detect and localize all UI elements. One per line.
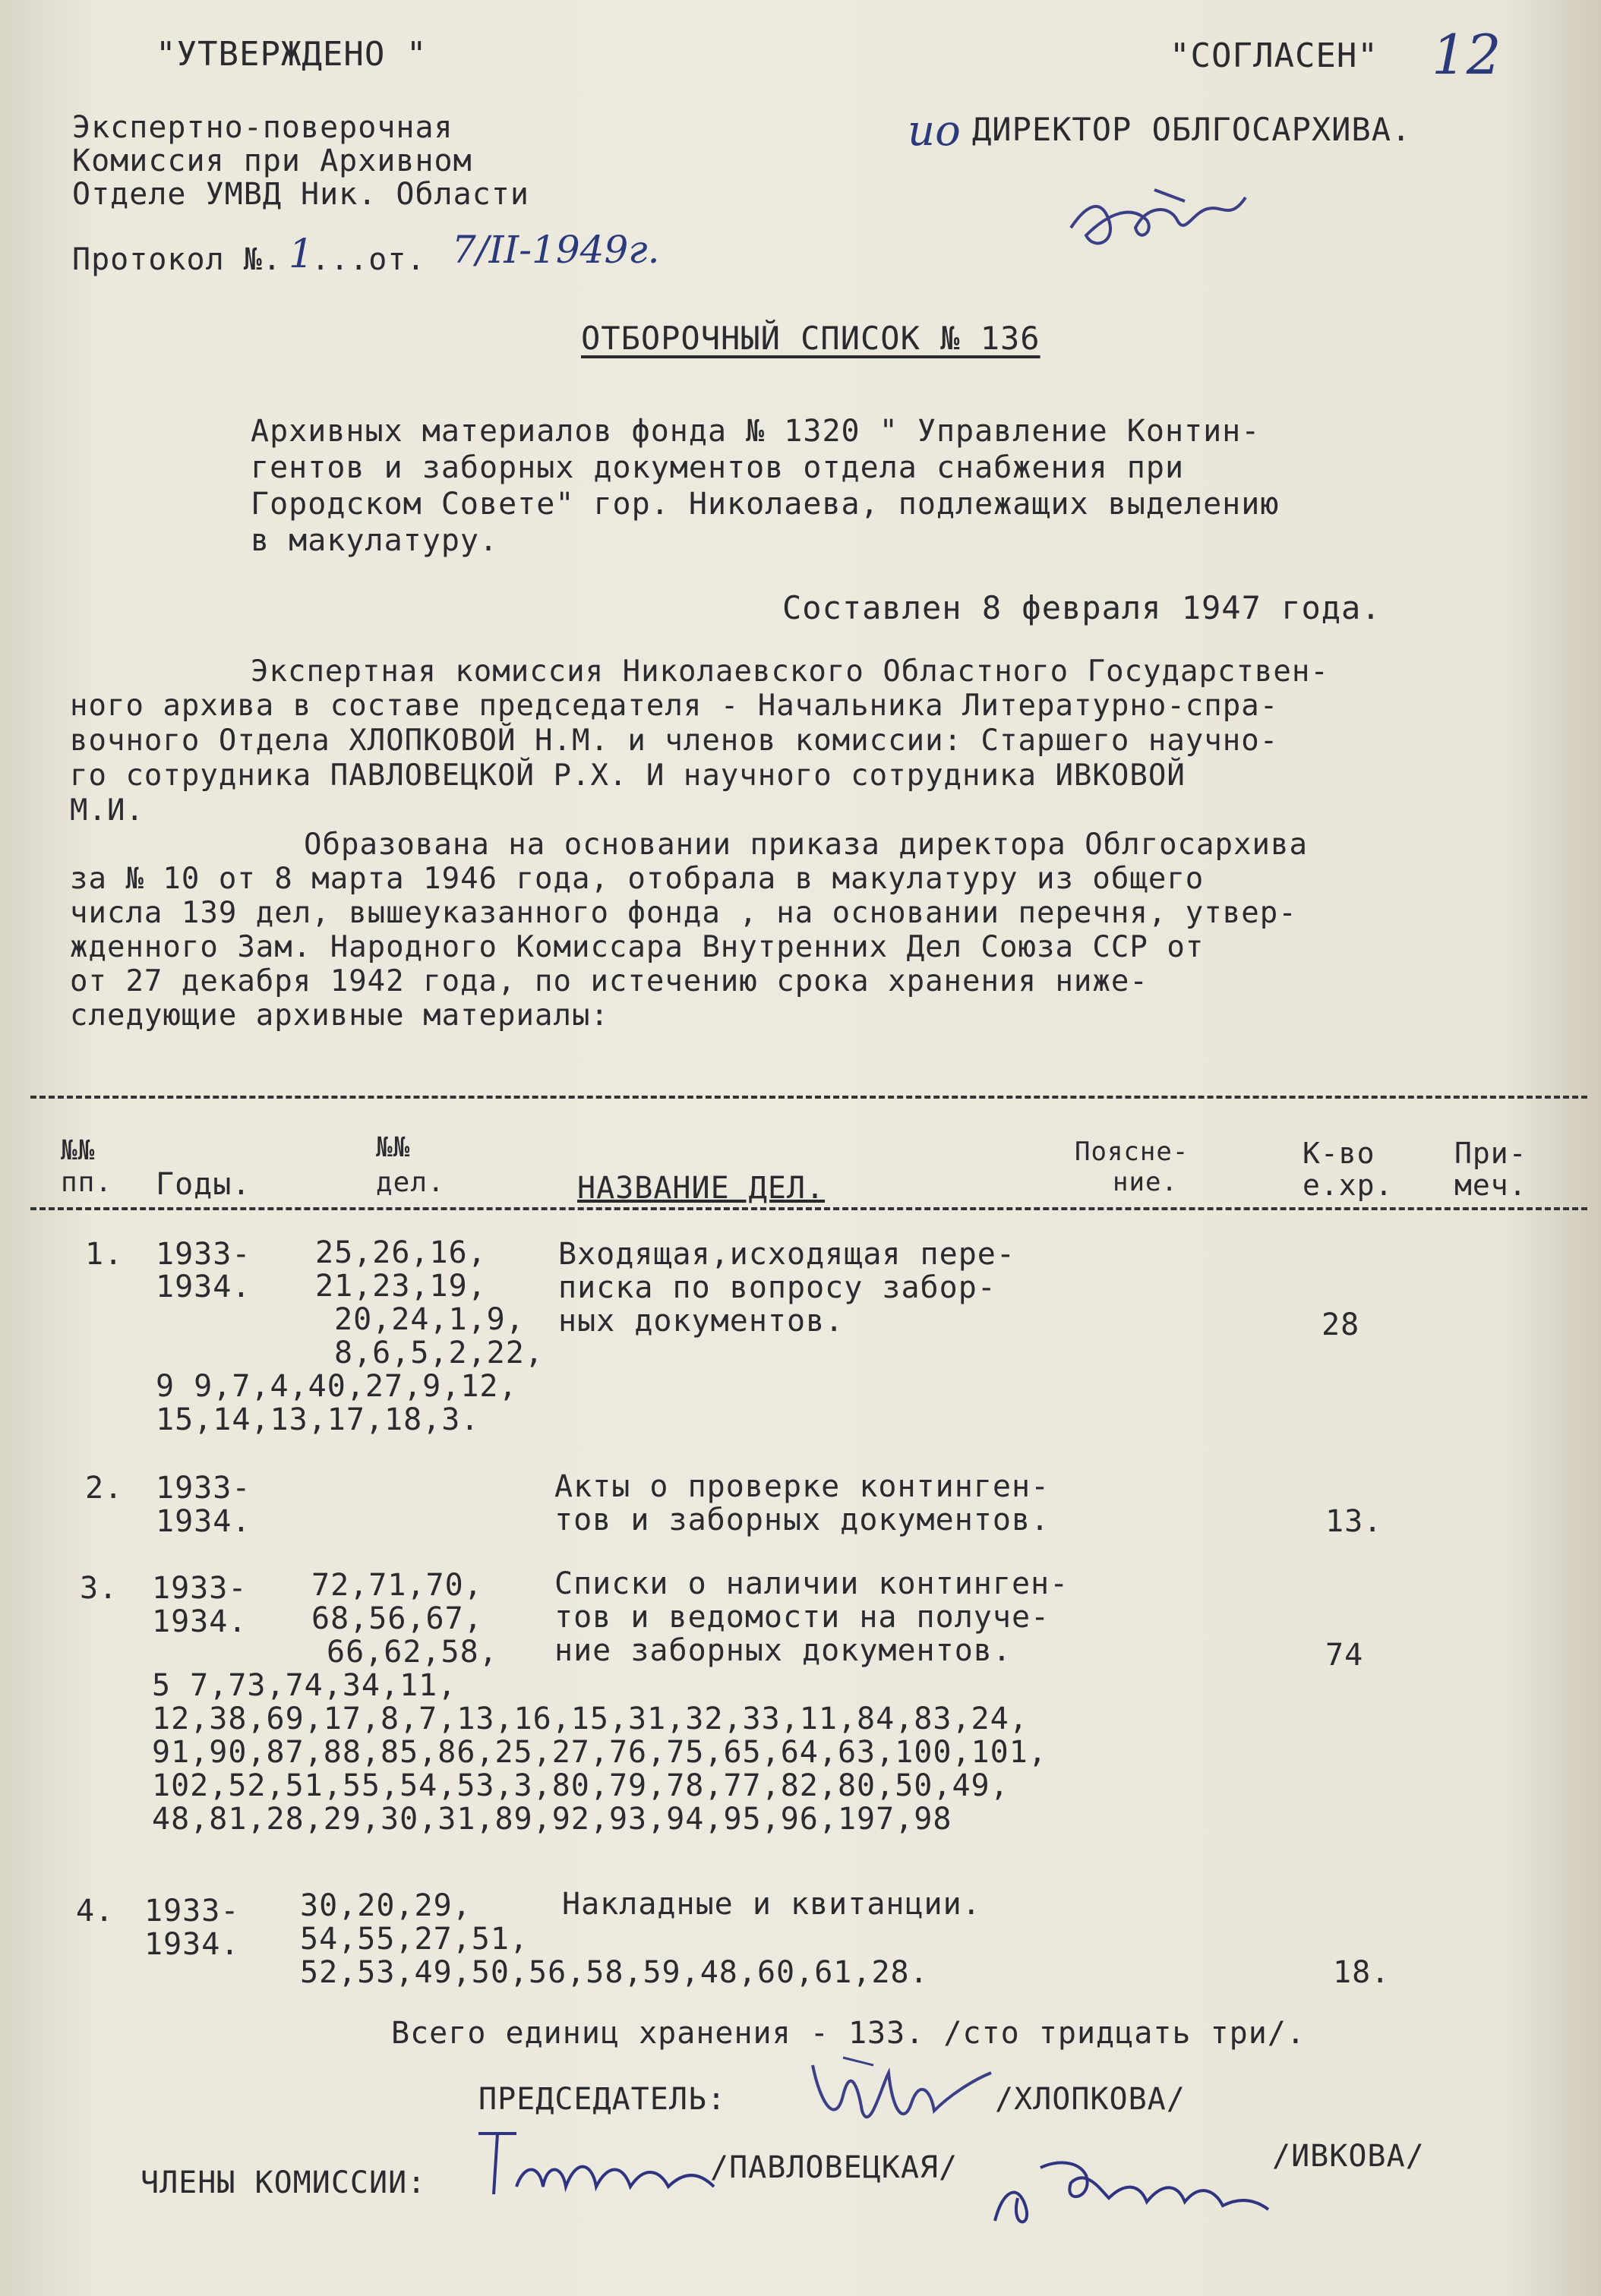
row4-cases-wide-1: 52,53,49,50,56,58,59,48,60,61,28. [300,1955,929,1990]
document-title: ОТБОРОЧНЫЙ СПИСОК № 136 [581,320,1040,357]
header-case-name: НАЗВАНИЕ ДЕЛ. [577,1171,826,1206]
row2-num: 2. [85,1471,124,1506]
row1-cases-2: 21,23,19, [315,1269,487,1304]
protocol-prefix: Протокол №. [72,242,282,277]
row3-cases-wide-2: 12,38,69,17,8,7,13,16,15,31,32,33,11,84,83,24, [152,1702,1028,1736]
header-explain-top: Поясне- [1075,1137,1189,1167]
row1-name-2: писка по вопросу забор- [558,1270,996,1305]
row3-cases-3: 66,62,58, [327,1635,498,1670]
para2-line-3: числа 139 дел, вышеуказанного фонда , на основании перечня, утвер- [70,896,1297,930]
row3-num: 3. [80,1571,118,1606]
row2-year-2: 1934. [156,1504,251,1539]
para2-line-6: следующие архивные материалы: [70,998,609,1033]
header-cases-bottom: дел. [376,1167,445,1198]
row2-qty: 13. [1325,1504,1383,1539]
row4-cases-2: 54,55,27,51, [300,1922,529,1957]
row1-cases-wide-1: 9 9,7,4,40,27,9,12, [156,1369,518,1404]
para1-line-4: го сотрудника ПАВЛОВЕЦКОЙ Р.Х. И научного сотрудника ИВКОВОЙ [70,758,1186,793]
member1-name: /ПАВЛОВЕЦКАЯ/ [710,2150,958,2185]
member2-name: /ИВКОВА/ [1272,2139,1425,2174]
row1-cases-3: 20,24,1,9, [334,1302,525,1337]
row4-cases-1: 30,20,29, [300,1888,472,1923]
row1-year-2: 1934. [156,1269,251,1304]
para1-line-2: ного архива в составе председателя - Начальника Литературно-спра- [70,689,1279,723]
header-explain-bottom: ние. [1113,1167,1178,1197]
para1-line-5: М.И. [70,793,144,828]
director-title: ДИРЕКТОР ОБЛГОСАРХИВА. [972,111,1412,148]
row3-name-3: ние заборных документов. [554,1633,1012,1668]
row1-cases-1: 25,26,16, [315,1235,487,1270]
row3-year-1: 1933- [152,1571,248,1606]
table-top-rule [30,1096,1587,1099]
row3-cases-wide-5: 48,81,28,29,30,31,89,92,93,94,95,96,197,98 [152,1802,952,1837]
para1-line-1: Экспертная комиссия Николаевского Областного Государствен- [251,654,1329,689]
agreed-stamp: "СОГЛАСЕН" [1170,36,1378,75]
para1-line-3: вочного Отдела ХЛОПКОВОЙ Н.М. и членов комиссии: Старшего научно- [70,724,1279,758]
header-years: Годы. [156,1167,251,1202]
member1-signature-icon [471,2118,722,2209]
row2-year-1: 1933- [156,1471,251,1506]
approved-stamp: "УТВЕРЖДЕНО " [156,35,428,74]
row3-name-1: Списки о наличии континген- [554,1566,1069,1601]
chairman-name: /ХЛОПКОВА/ [995,2082,1186,2117]
commission-line-2: Комиссия при Архивном [72,144,472,178]
protocol-date: 7/II-1949г. [452,228,660,272]
header-note-bottom: меч. [1454,1168,1527,1202]
row3-qty: 74 [1325,1638,1364,1673]
row1-name-3: ных документов. [558,1304,845,1339]
para2-line-1: Образована на основании приказа директора Облгосархива [304,828,1308,862]
protocol-mid: ...от. [311,242,426,277]
row3-cases-wide-4: 102,52,51,55,54,53,3,80,79,78,77,82,80,50,49, [152,1768,1009,1803]
row1-qty: 28 [1322,1307,1360,1342]
row3-cases-wide-3: 91,90,87,88,85,86,25,27,76,75,65,64,63,100,101, [152,1735,1047,1770]
row2-name-2: тов и заборных документов. [554,1503,1050,1538]
row3-cases-wide-1: 5 7,73,74,34,11, [152,1668,457,1703]
header-note-top: При- [1454,1137,1527,1170]
commission-line-3: Отделе УМВД Ник. Области [72,177,529,212]
intro-line-4: в макулатуру. [251,523,499,558]
row4-year-2: 1934. [144,1927,240,1962]
header-cases-top: №№ [376,1132,411,1163]
row1-num: 1. [85,1237,124,1272]
row3-cases-2: 68,56,67, [311,1601,483,1636]
page-number: 12 [1432,23,1502,87]
row1-name-1: Входящая,исходящая пере- [558,1237,1015,1272]
commission-line-1: Экспертно-поверочная [72,110,453,145]
acting-handwritten: ио [908,106,961,156]
chairman-signature-icon [797,2042,995,2149]
para2-line-4: жденного Зам. Народного Комиссара Внутренних Дел Союза ССР от [70,930,1205,964]
intro-line-2: гентов и заборных документов отдела снабжения при [251,450,1185,485]
para2-line-5: от 27 декабря 1942 года, по истечению срока хранения ниже- [70,964,1148,998]
header-qty-bottom: е.хр. [1303,1168,1394,1202]
member2-signature-icon [987,2137,1276,2236]
intro-line-3: Городском Совете" гор. Николаева, подлежащих выделению [251,487,1280,522]
composed-date: Составлен 8 февраля 1947 года. [782,589,1382,626]
row4-name-1: Накладные и квитанции. [562,1887,981,1922]
row1-year-1: 1933- [156,1237,251,1272]
row3-year-2: 1934. [152,1604,248,1639]
intro-line-1: Архивных материалов фонда № 1320 " Управление Контин- [251,414,1261,449]
director-signature-icon [1063,175,1253,266]
chairman-label: ПРЕДСЕДАТЕЛЬ: [478,2082,727,2117]
protocol-number: 1 [289,232,314,277]
row1-cases-wide-2: 15,14,13,17,18,3. [156,1402,480,1437]
row4-qty: 18. [1333,1955,1391,1990]
row4-num: 4. [76,1894,115,1929]
table-header-rule [30,1207,1587,1210]
header-qty-top: К-во [1303,1137,1375,1170]
header-pp-top: №№ [61,1135,96,1166]
header-pp-bottom: пп. [61,1167,113,1198]
row4-year-1: 1933- [144,1894,240,1929]
total-line: Всего единиц хранения - 133. /сто тридцать три/. [391,2016,1306,2051]
members-label: ЧЛЕНЫ КОМИССИИ: [141,2165,427,2200]
para2-line-2: за № 10 от 8 марта 1946 года, отобрала в макулатуру из общего [70,862,1205,896]
row2-name-1: Акты о проверке континген- [554,1469,1050,1504]
row3-name-2: тов и ведомости на получе- [554,1600,1050,1635]
row1-cases-4: 8,6,5,2,22, [334,1336,544,1370]
row3-cases-1: 72,71,70, [311,1568,483,1603]
